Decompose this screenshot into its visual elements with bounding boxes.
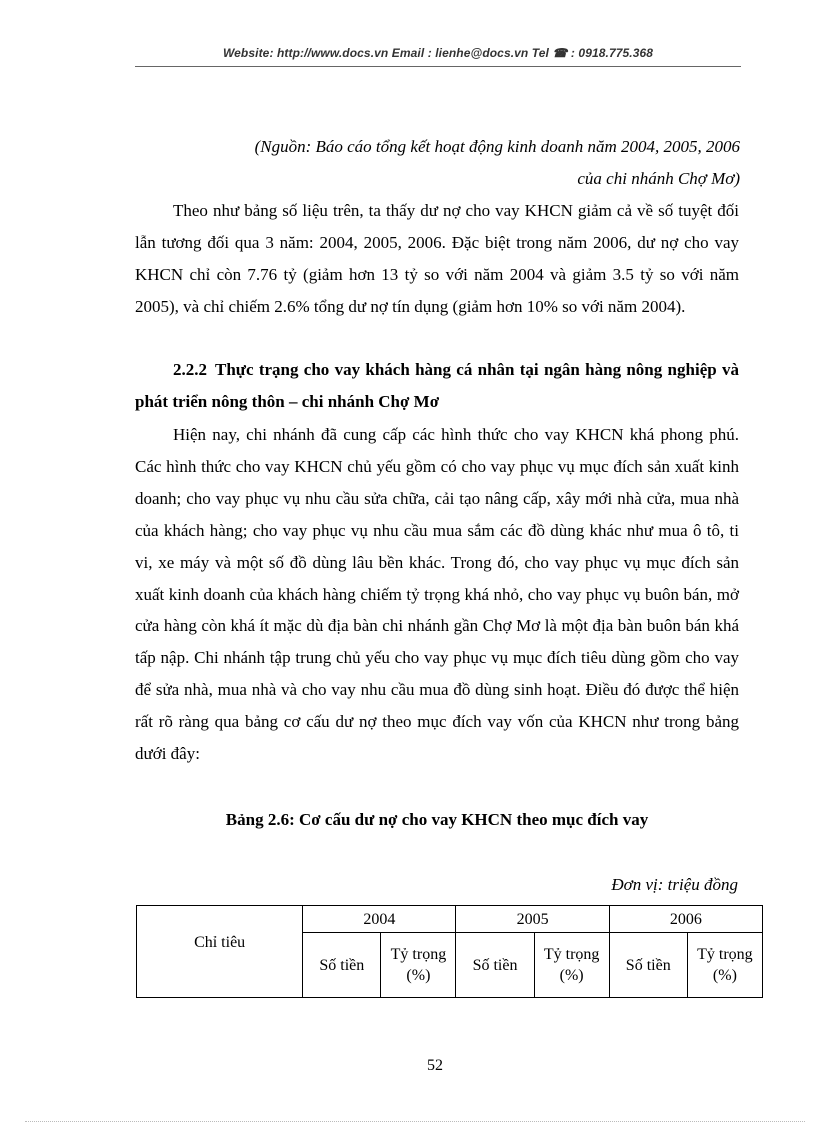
year-2004-header: 2004	[303, 906, 456, 933]
section-heading	[135, 354, 739, 418]
amount-header-2004: Số tiền	[303, 933, 381, 998]
table-unit: Đơn vị: triệu đồng	[611, 875, 738, 894]
table-title: Bảng 2.6: Cơ cấu dư nợ cho vay KHCN theo mục đích vay	[225, 810, 649, 829]
year-2005-header: 2005	[456, 906, 609, 933]
amount-header-2006: Số tiền	[609, 933, 687, 998]
paragraph-1-text: Theo như bảng số liệu trên, ta thấy dư nợ cho vay KHCN giảm cả về số tuyệt đối lẫn tương đối qua 3 năm: 2004, 2005, 2006. Đặc biệt trong năm 2006, dư nợ cho vay KHCN chỉ còn 7.76 tỷ (giảm hơn 13 tỷ so với năm 2004 và giảm 3.5 tỷ so với năm 2005), và chỉ chiếm 2.6% tổng dư nợ tín dụng (giảm hơn 10% so với năm 2004).	[135, 201, 739, 316]
source-note	[140, 131, 740, 195]
data-table	[136, 905, 763, 998]
year-2006-header: 2006	[609, 906, 762, 933]
paragraph-1	[135, 195, 739, 323]
source-line-1: (Nguồn: Báo cáo tổng kết hoạt động kinh doanh năm 2004, 2005, 2006	[254, 137, 740, 156]
table-header-row-years	[137, 906, 763, 933]
section-title: Thực trạng cho vay khách hàng cá nhân tại ngân hàng nông nghiệp và phát triển nông thôn – chi nhánh Chợ Mơ	[135, 360, 739, 411]
section-number: 2.2.2	[173, 360, 207, 379]
amount-header-2005: Số tiền	[456, 933, 534, 998]
source-line-2: của chi nhánh Chợ Mơ)	[577, 169, 740, 188]
header-rule	[135, 66, 741, 67]
page-bottom-rule	[25, 1121, 805, 1122]
page-header: Website: http://www.docs.vn Email : lienhe@docs.vn Tel ☎ : 0918.775.368	[222, 46, 654, 60]
paragraph-2-text: Hiện nay, chi nhánh đã cung cấp các hình thức cho vay KHCN khá phong phú. Các hình thức cho vay KHCN chủ yếu gồm có cho vay phục vụ mục đích sản xuất kinh doanh; cho vay phục vụ nhu cầu sửa chữa, cải tạo nâng cấp, xây mới nhà cửa, mua nhà của khách hàng; cho vay phục vụ nhu cầu mua sắm các đồ dùng khác như mua ô tô, ti vi, xe máy và một số đồ dùng lâu bền khác. Trong đó, cho vay phục vụ mục đích sản xuất kinh doanh của khách hàng chiếm tỷ trọng khá nhỏ, cho vay phục vụ buôn bán, mở cửa hàng còn khá ít mặc dù địa bàn chi nhánh gần Chợ Mơ là một địa bàn buôn bán khá tấp nập. Chi nhánh tập trung chủ yếu cho vay phục vụ mục đích tiêu dùng gồm cho vay để sửa nhà, mua nhà và cho vay nhu cầu mua đồ dùng sinh hoạt. Điều đó được thể hiện rất rõ ràng qua bảng cơ cấu dư nợ theo mục đích vay vốn của KHCN như trong bảng dưới đây:	[135, 425, 739, 764]
page-number: 52	[427, 1057, 443, 1074]
row-header-cell: Chỉ tiêu	[137, 906, 303, 998]
share-header-2005: Tỷ trọng (%)	[534, 933, 609, 998]
share-header-2006: Tỷ trọng (%)	[687, 933, 762, 998]
paragraph-2	[135, 419, 739, 770]
share-header-2004: Tỷ trọng (%)	[381, 933, 456, 998]
